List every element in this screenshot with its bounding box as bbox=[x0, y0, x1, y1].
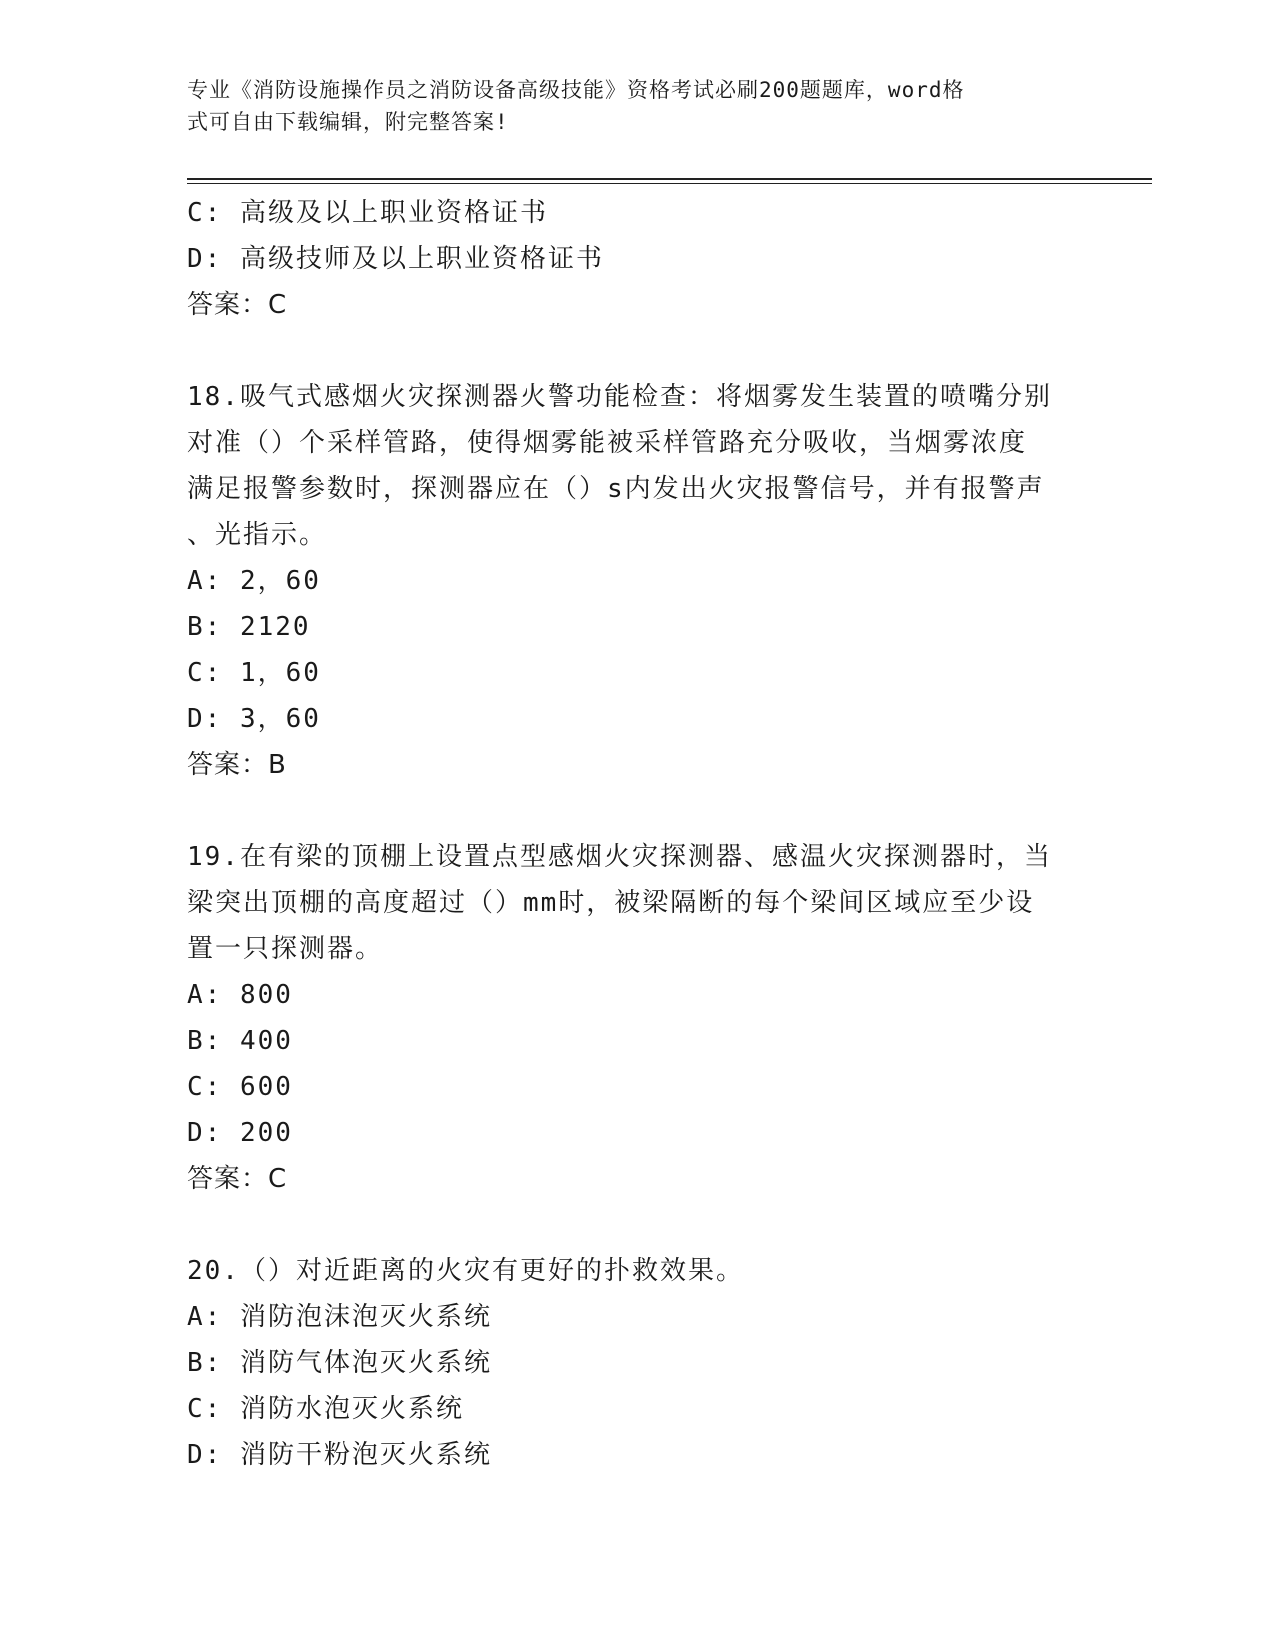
document-header bbox=[187, 74, 1067, 138]
question-stem-line: 满足报警参数时，探测器应在（）s内发出火灾报警信号，并有报警声 bbox=[187, 474, 1045, 504]
option-a: A: 800 bbox=[187, 980, 293, 1010]
question-stem-line: 19.在有梁的顶棚上设置点型感烟火灾探测器、感温火灾探测器时，当 bbox=[187, 842, 1052, 872]
option-d: D: 3，60 bbox=[187, 704, 321, 734]
question-stem-line: 对准（）个采样管路，使得烟雾能被采样管路充分吸收，当烟雾浓度 bbox=[187, 428, 1028, 458]
question-stem-line: 18.吸气式感烟火灾探测器火警功能检查：将烟雾发生装置的喷嘴分别 bbox=[187, 382, 1052, 412]
option-b: B: 400 bbox=[187, 1026, 293, 1056]
option-c: C: 600 bbox=[187, 1072, 293, 1102]
question-19 bbox=[187, 834, 1087, 1202]
option-a: A: 2，60 bbox=[187, 566, 321, 596]
question-stem-line: 20.（）对近距离的火灾有更好的扑救效果。 bbox=[187, 1256, 744, 1286]
question-stem-line: 置一只探测器。 bbox=[187, 934, 384, 964]
question-17-continued bbox=[187, 190, 1087, 328]
question-18 bbox=[187, 374, 1087, 788]
header-title-line-1: 专业《消防设施操作员之消防设备高级技能》资格考试必刷200题题库，word格 bbox=[187, 78, 965, 102]
spacer bbox=[187, 788, 1087, 834]
spacer bbox=[187, 1202, 1087, 1248]
option-d: D: 200 bbox=[187, 1118, 293, 1148]
option-c: C: 高级及以上职业资格证书 bbox=[187, 198, 548, 228]
option-c: C: 1，60 bbox=[187, 658, 321, 688]
document-body bbox=[187, 190, 1087, 1478]
question-20 bbox=[187, 1248, 1087, 1478]
option-d: D: 消防干粉泡灭火系统 bbox=[187, 1440, 492, 1470]
answer-line: 答案：B bbox=[187, 750, 287, 780]
spacer bbox=[187, 328, 1087, 374]
option-d: D: 高级技师及以上职业资格证书 bbox=[187, 244, 604, 274]
option-c: C: 消防水泡灭火系统 bbox=[187, 1394, 464, 1424]
header-divider bbox=[187, 178, 1152, 184]
question-stem-line: 梁突出顶棚的高度超过（）mm时，被梁隔断的每个梁间区域应至少设 bbox=[187, 888, 1035, 918]
answer-line: 答案：C bbox=[187, 290, 288, 320]
question-stem-line: 、光指示。 bbox=[187, 520, 328, 550]
option-a: A: 消防泡沫泡灭火系统 bbox=[187, 1302, 492, 1332]
header-title-line-2: 式可自由下载编辑，附完整答案! bbox=[187, 110, 509, 134]
option-b: B: 2120 bbox=[187, 612, 311, 642]
answer-line: 答案：C bbox=[187, 1164, 288, 1194]
option-b: B: 消防气体泡灭火系统 bbox=[187, 1348, 492, 1378]
